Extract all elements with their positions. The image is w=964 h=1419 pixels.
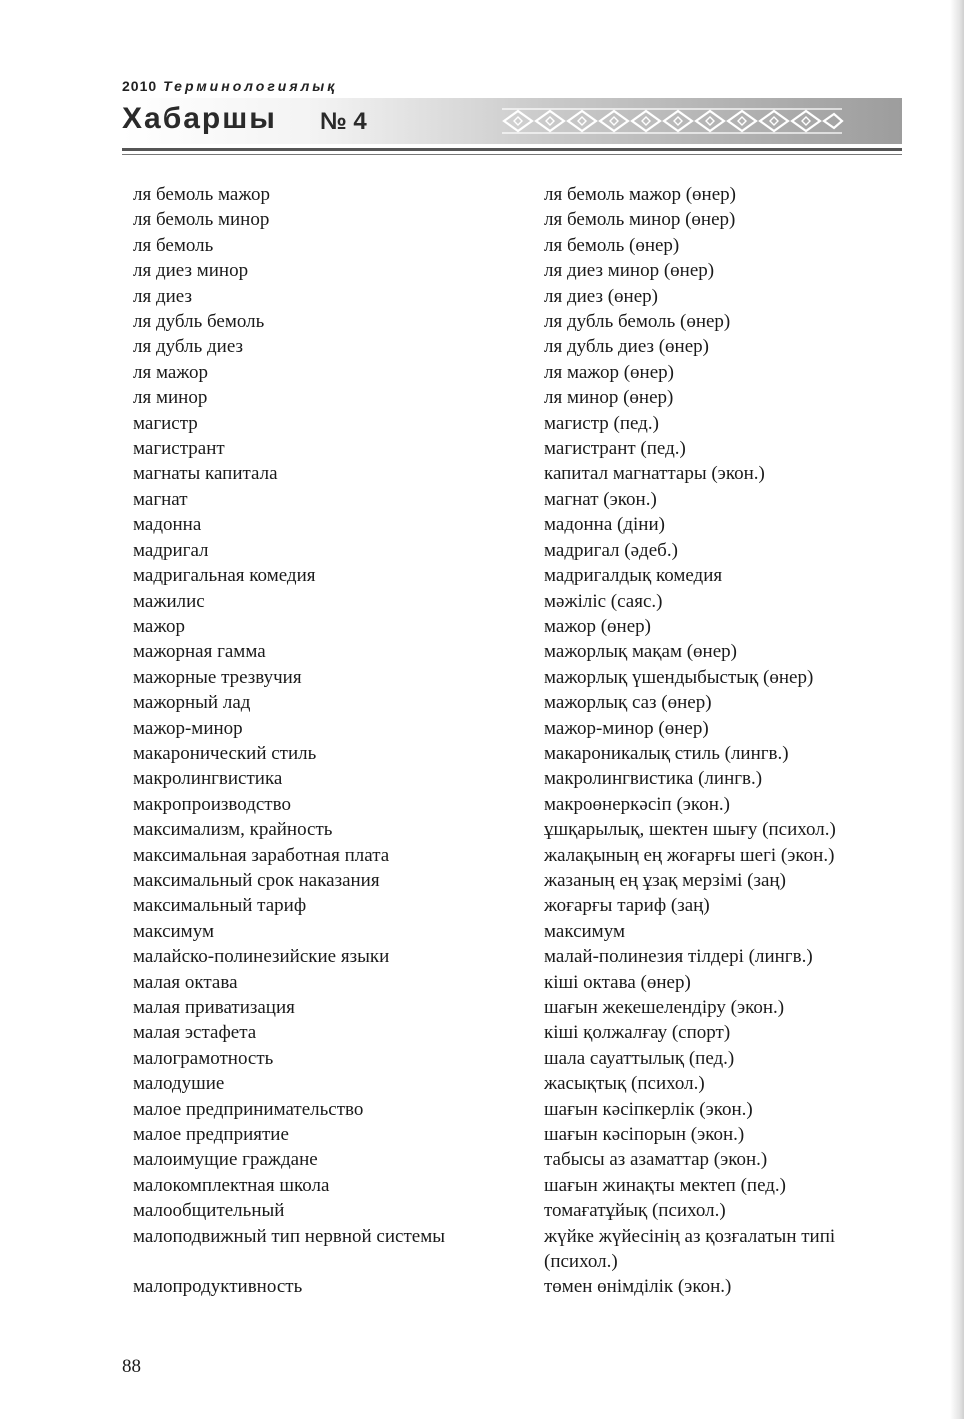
dictionary-entry — [133, 512, 913, 537]
dictionary-entry — [133, 944, 913, 969]
russian-term: максимум — [133, 920, 214, 942]
kazakh-term: мадонна (діни) — [544, 514, 665, 536]
kazakh-term: мажор (өнер) — [544, 615, 651, 637]
dictionary-entry — [133, 766, 913, 791]
dictionary-entry — [133, 639, 913, 664]
kazakh-term: магнат (экон.) — [544, 488, 657, 510]
russian-term: малоподвижный тип нервной системы — [133, 1225, 445, 1247]
russian-term: ля дубль диез — [133, 336, 243, 358]
kazakh-term: кіші қолжалғау (спорт) — [544, 1022, 731, 1044]
dictionary-entry — [133, 309, 913, 334]
dictionary-entry — [133, 258, 913, 283]
dictionary-entry — [133, 1274, 913, 1299]
russian-term: ля бемоль — [133, 234, 214, 256]
russian-term: мажор-минор — [133, 717, 243, 739]
header-title: Хабаршы — [122, 102, 277, 135]
dictionary-entry — [133, 970, 913, 995]
kazakh-term: мәжіліс (саяс.) — [544, 590, 663, 612]
dictionary-entry — [133, 207, 913, 232]
header-subtitle: Терминологиялық — [163, 78, 338, 94]
russian-term: малодушие — [133, 1073, 225, 1095]
dictionary-entry — [133, 1122, 913, 1147]
russian-term: мадригал — [133, 539, 209, 561]
russian-term: мадригальная комедия — [133, 565, 316, 587]
kazakh-term: жүйке жүйесінің аз қозғалатын типі (психол.) — [544, 1225, 836, 1273]
kazakh-term: шағын жинақты мектеп (пед.) — [544, 1174, 786, 1196]
dictionary-entry — [133, 1147, 913, 1172]
russian-term: мадонна — [133, 514, 202, 536]
russian-term: мажилис — [133, 590, 205, 612]
dictionary-entry — [133, 614, 913, 639]
russian-term: макаронический стиль — [133, 742, 317, 764]
ornament-band-icon — [500, 105, 844, 137]
russian-term: малоимущие граждане — [133, 1149, 318, 1171]
russian-term: магистрант — [133, 438, 225, 460]
russian-term: малое предпринимательство — [133, 1098, 364, 1120]
russian-term: малая октава — [133, 971, 238, 993]
russian-term: мажорные трезвучия — [133, 666, 302, 688]
kazakh-term: кіші октава (өнер) — [544, 971, 691, 993]
kazakh-term: малай-полинезия тілдері (лингв.) — [544, 946, 813, 968]
dictionary-entry — [133, 1046, 913, 1071]
kazakh-term: ля дубль диез (өнер) — [544, 336, 709, 358]
dictionary-entry — [133, 690, 913, 715]
kazakh-term: төмен өнімділік (экон.) — [544, 1276, 732, 1298]
kazakh-term: томағатұйық (психол.) — [544, 1200, 726, 1222]
kazakh-term: шала сауаттылық (пед.) — [544, 1047, 735, 1069]
kazakh-term: магистрант (пед.) — [544, 438, 686, 460]
dictionary-entry — [133, 1173, 913, 1198]
dictionary-entry — [133, 538, 913, 563]
dictionary-entry — [133, 843, 913, 868]
russian-term: магнаты капитала — [133, 463, 278, 485]
russian-term: максимальная заработная плата — [133, 844, 390, 866]
russian-term: магнат — [133, 488, 188, 510]
dictionary-entry — [133, 487, 913, 512]
russian-term: малообщительный — [133, 1200, 285, 1222]
dictionary-entry — [133, 1198, 913, 1223]
kazakh-term: жасықтық (психол.) — [544, 1073, 705, 1095]
russian-term: малая эстафета — [133, 1022, 257, 1044]
kazakh-term: ля бемоль мажор (өнер) — [544, 184, 736, 205]
dictionary-entry — [133, 792, 913, 817]
kazakh-term: ля мажор (өнер) — [544, 361, 674, 383]
header-rule-thin — [122, 154, 902, 155]
russian-term: ля минор — [133, 387, 208, 409]
russian-term: мажор — [133, 615, 185, 637]
kazakh-term: ля бемоль (өнер) — [544, 234, 680, 256]
journal-header — [122, 72, 902, 162]
kazakh-term: мадригалдық комедия — [544, 565, 723, 587]
kazakh-term: мадригал (әдеб.) — [544, 539, 678, 561]
dictionary-entry — [133, 1071, 913, 1096]
dictionary-entry — [133, 182, 913, 207]
russian-term: макролингвистика — [133, 768, 283, 790]
kazakh-term: жалақының ең жоғарғы шегі (экон.) — [544, 844, 835, 866]
kazakh-term: жазаның ең ұзақ мерзімі (заң) — [544, 869, 786, 891]
russian-term: ля дубль бемоль — [133, 311, 265, 333]
dictionary-entry — [133, 436, 913, 461]
header-year: 2010 — [122, 78, 158, 94]
dictionary-entries — [133, 182, 913, 1300]
russian-term: мажорный лад — [133, 692, 251, 714]
kazakh-term: макароникалық стиль (лингв.) — [544, 742, 789, 764]
russian-term: магистр — [133, 412, 198, 434]
russian-term: малое предприятие — [133, 1124, 289, 1146]
dictionary-entry — [133, 817, 913, 842]
kazakh-term: макролингвистика (лингв.) — [544, 768, 763, 790]
header-rule — [122, 148, 902, 151]
kazakh-term: мажор-минор (өнер) — [544, 717, 709, 739]
dictionary-entry — [133, 461, 913, 486]
header-issue-number: № 4 — [320, 108, 367, 135]
dictionary-entry — [133, 919, 913, 944]
dictionary-entry — [133, 995, 913, 1020]
kazakh-term: мажорлық саз (өнер) — [544, 692, 712, 714]
kazakh-term: ля минор (өнер) — [544, 387, 674, 409]
dictionary-entry — [133, 1224, 913, 1275]
russian-term: максимальный тариф — [133, 895, 307, 917]
kazakh-term: ля диез минор (өнер) — [544, 260, 715, 282]
dictionary-entry — [133, 233, 913, 258]
kazakh-term: шағын кәсіпкерлік (экон.) — [544, 1098, 753, 1120]
russian-term: мажорная гамма — [133, 641, 266, 663]
dictionary-entry — [133, 741, 913, 766]
dictionary-entry — [133, 589, 913, 614]
dictionary-entry — [133, 665, 913, 690]
dictionary-entry — [133, 385, 913, 410]
kazakh-term: табысы аз азаматтар (экон.) — [544, 1149, 768, 1171]
kazakh-term: ля дубль бемоль (өнер) — [544, 311, 731, 333]
russian-term: ля бемоль минор — [133, 209, 270, 231]
kazakh-term: шағын кәсіпорын (экон.) — [544, 1124, 745, 1146]
russian-term: максимальный срок наказания — [133, 869, 380, 891]
russian-term: максимализм, крайность — [133, 819, 333, 841]
russian-term: ля мажор — [133, 361, 208, 383]
russian-term: малограмотность — [133, 1047, 274, 1069]
kazakh-term: капитал магнаттары (экон.) — [544, 463, 765, 485]
dictionary-entry — [133, 893, 913, 918]
kazakh-term: магистр (пед.) — [544, 412, 659, 434]
russian-term: ля диез минор — [133, 260, 249, 282]
dictionary-entry — [133, 411, 913, 436]
russian-term: малокомплектная школа — [133, 1174, 330, 1196]
dictionary-entry — [133, 360, 913, 385]
dictionary-entry — [133, 1020, 913, 1045]
russian-term: ля бемоль мажор — [133, 184, 270, 205]
kazakh-term: ұшқарылық, шектен шығу (психол.) — [544, 819, 836, 841]
dictionary-entry — [133, 284, 913, 309]
kazakh-term: шағын жекешелендіру (экон.) — [544, 997, 785, 1018]
kazakh-term: максимум — [544, 920, 625, 942]
dictionary-entry — [133, 1097, 913, 1122]
page-number: 88 — [122, 1356, 141, 1377]
dictionary-entry — [133, 563, 913, 588]
kazakh-term: ля диез (өнер) — [544, 285, 658, 307]
page-edge-shadow — [950, 0, 964, 1419]
header-subtitle-line — [122, 78, 337, 94]
russian-term: ля диез — [133, 285, 192, 307]
kazakh-term: жоғарғы тариф (заң) — [544, 895, 710, 917]
dictionary-entry — [133, 868, 913, 893]
dictionary-entry — [133, 716, 913, 741]
kazakh-term: мажорлық үшендыбыстық (өнер) — [544, 666, 814, 688]
kazakh-term: макроөнеркәсіп (экон.) — [544, 793, 730, 815]
russian-term: малайско-полинезийские языки — [133, 946, 390, 968]
russian-term: малопродуктивность — [133, 1276, 303, 1298]
russian-term: малая приватизация — [133, 997, 295, 1018]
kazakh-term: мажорлық мақам (өнер) — [544, 641, 737, 663]
kazakh-term: ля бемоль минор (өнер) — [544, 209, 736, 231]
russian-term: макропроизводство — [133, 793, 291, 815]
dictionary-entry — [133, 334, 913, 359]
